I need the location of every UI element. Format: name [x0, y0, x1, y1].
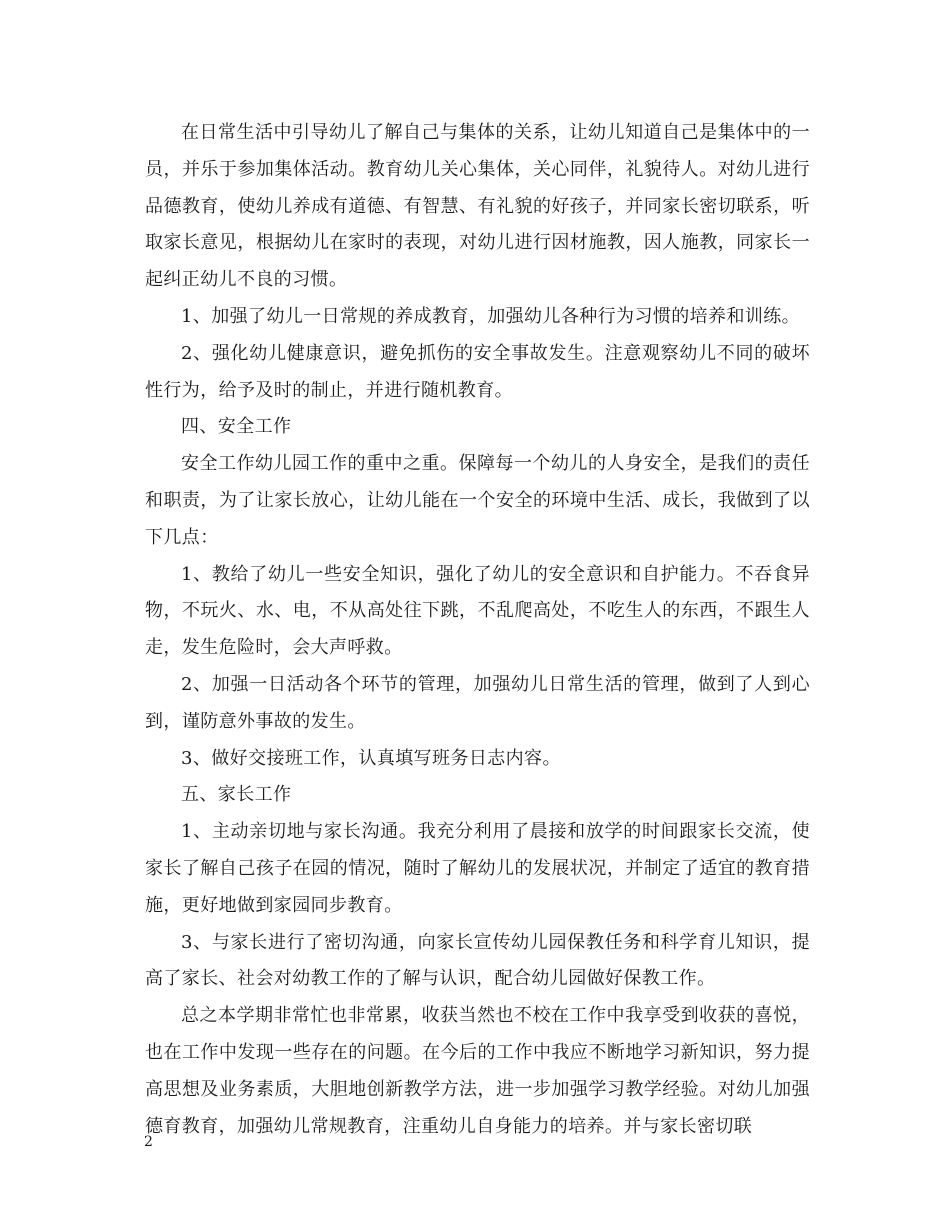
- page-number: 2: [144, 1134, 153, 1150]
- paragraph-safety-intro: 安全工作幼儿园工作的重中之重。保障每一个幼儿的人身安全，是我们的责任和职责，为了让家长放心，让幼儿能在一个安全的环境中生活、成长，我做到了以下几点：: [145, 453, 810, 548]
- document-body: [145, 115, 810, 1145]
- paragraph-daily-management: 2、加强一日活动各个环节的管理，加强幼儿日常生活的管理，做到了人到心到，谨防意外事故的发生。: [145, 673, 810, 732]
- paragraph-routine-habits: 1、加强了幼儿一日常规的养成教育，加强幼儿各种行为习惯的培养和训练。: [181, 305, 801, 327]
- paragraph-safety-knowledge: 1、教给了幼儿一些安全知识，强化了幼儿的安全意识和自护能力。不吞食异物，不玩火、水、电，不从高处往下跳，不乱爬高处，不吃生人的东西，不跟生人走，发生危险时，会大声呼救。: [145, 563, 810, 659]
- paragraph-shift-handover: 3、做好交接班工作，认真填写班务日志内容。: [181, 747, 561, 769]
- paragraph-moral-education: 在日常生活中引导幼儿了解自己与集体的关系，让幼儿知道自己是集体中的一员，并乐于参加集体活动。教育幼儿关心集体，关心同伴，礼貌待人。对幼儿进行品德教育，使幼儿养成有道德、有智慧、有礼貌的好孩子，并同家长密切联系，听取家长意见，根据幼儿在家时的表现，对幼儿进行因材施教，因人施教，同家长一起纠正幼儿不良的习惯。: [145, 122, 810, 291]
- paragraph-summary: 总之本学期非常忙也非常累，收获当然也不校在工作中我享受到收获的喜悦，也在工作中发现一些存在的问题。在今后的工作中我应不断地学习新知识，努力提高思想及业务素质，大胆地创新教学方法，进一步加强学习教学经验。对幼儿加强德育教育，加强幼儿常规教育，注重幼儿自身能力的培养。并与家长密切联: [145, 1005, 810, 1137]
- section-heading-safety: 四、安全工作: [181, 416, 292, 438]
- paragraph-parent-education: 3、与家长进行了密切沟通，向家长宣传幼儿园保教任务和科学育儿知识，提高了家长、社会对幼教工作的了解与认识，配合幼儿园做好保教工作。: [145, 931, 810, 990]
- paragraph-parent-communication: 1、主动亲切地与家长沟通。我充分利用了晨接和放学的时间跟家长交流，使家长了解自己孩子在园的情况，随时了解幼儿的发展状况，并制定了适宜的教育措施，更好地做到家园同步教育。: [145, 821, 810, 916]
- section-heading-parents: 五、家长工作: [181, 784, 292, 806]
- paragraph-health-awareness: 2、强化幼儿健康意识，避免抓伤的安全事故发生。注意观察幼儿不同的破坏性行为，给予及时的制止，并进行随机教育。: [145, 342, 810, 401]
